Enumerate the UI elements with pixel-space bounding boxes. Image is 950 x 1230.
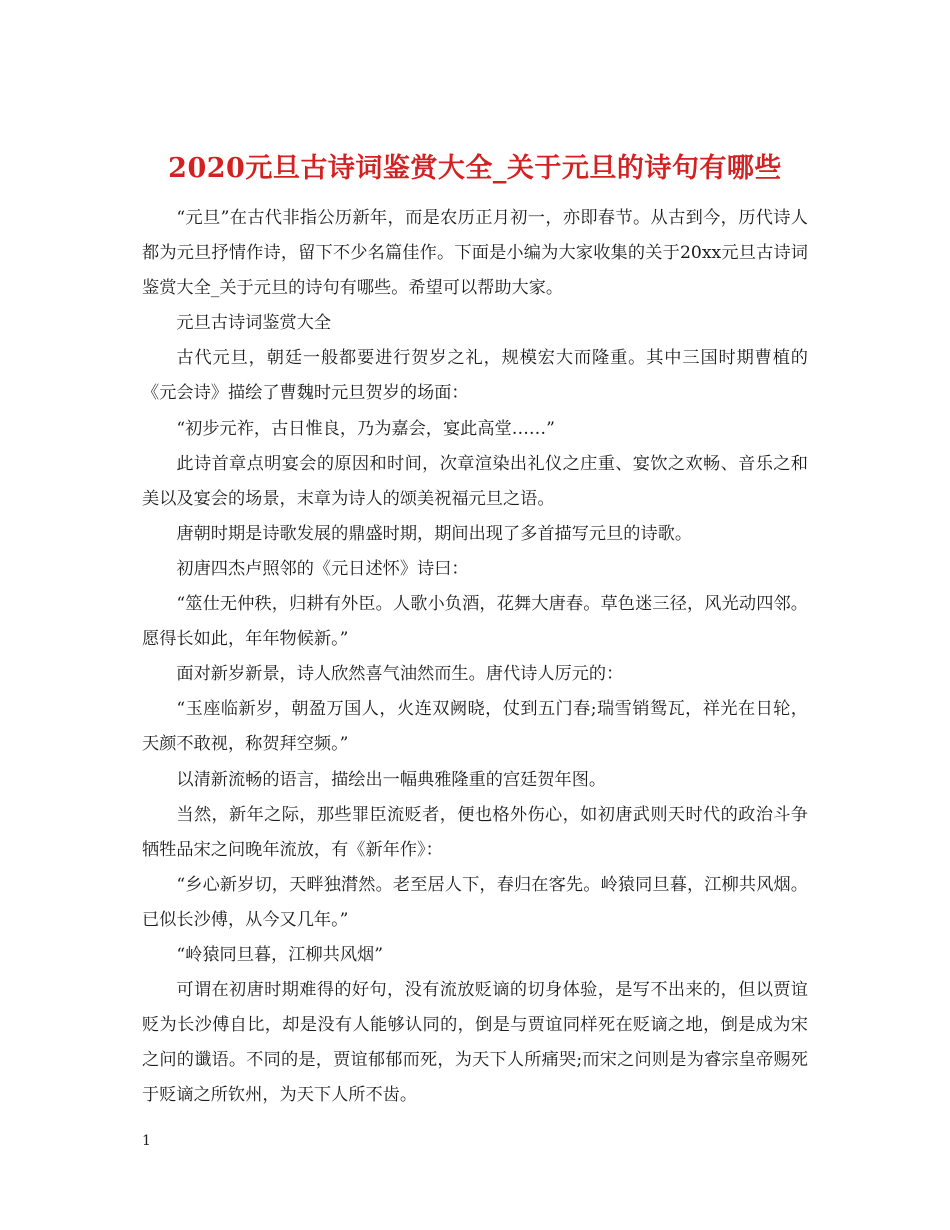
page-number: 1 — [142, 1133, 151, 1149]
poem-quote: “乡心新岁切，天畔独潸然。老至居人下，春归在客先。岭猿同旦暮，江柳共风烟。已似长沙傅，从今又几年。” — [142, 874, 808, 930]
paragraph: 当然，新年之际，那些罪臣流贬者，便也格外伤心，如初唐武则天时代的政治斗争牺牲品宋之问晚年流放，有《新年作》： — [142, 804, 808, 860]
poem-quote: “玉座临新岁，朝盈万国人，火连双阙晓，仗到五门春;瑞雪销鸳瓦，祥光在日轮，天颜不敢视，称贺拜空频。” — [142, 699, 808, 755]
paragraph: 唐朝时期是诗歌发展的鼎盛时期，期间出现了多首描写元旦的诗歌。 — [176, 523, 693, 544]
paragraph: 以清新流畅的语言，描绘出一幅典雅隆重的宫廷贺年图。 — [176, 769, 607, 790]
poem-quote: “初步元祚，古日惟良，乃为嘉会，宴此高堂……” — [176, 418, 555, 439]
section-heading: 元旦古诗词鉴赏大全 — [176, 313, 332, 334]
document-title: 2020元旦古诗词鉴赏大全_关于元旦的诗句有哪些 — [168, 153, 782, 185]
paragraph: 古代元旦，朝廷一般都要进行贺岁之礼，规模宏大而隆重。其中三国时期曹植的《元会诗》描绘了曹魏时元旦贺岁的场面： — [142, 348, 808, 404]
paragraph: 面对新岁新景，诗人欣然喜气油然而生。唐代诗人厉元的： — [176, 664, 624, 685]
poem-quote: “岭猿同旦暮，江柳共风烟” — [176, 944, 384, 965]
paragraph: “元旦”在古代非指公历新年，而是农历正月初一，亦即春节。从古到今，历代诗人都为元旦抒情作诗，留下不少名篇佳作。下面是小编为大家收集的关于20xx元旦古诗词鉴赏大全_关于元旦的诗句有哪些。希望可以帮助大家。 — [142, 208, 808, 299]
document-body — [142, 201, 808, 1113]
paragraph: 此诗首章点明宴会的原因和时间，次章渲染出礼仪之庄重、宴饮之欢畅、音乐之和美以及宴会的场景，末章为诗人的颂美祝福元旦之语。 — [142, 453, 808, 509]
poem-quote: “筮仕无仲秩，归耕有外臣。人歌小负酒，花舞大唐春。草色迷三径，风光动四邻。愿得长如此，年年物候新。” — [142, 594, 808, 650]
paragraph: 可谓在初唐时期难得的好句，没有流放贬谪的切身体验，是写不出来的，但以贾谊贬为长沙傅自比，却是没有人能够认同的，倒是与贾谊同样死在贬谪之地，倒是成为宋之问的谶语。不同的是，贾谊郁郁而死，为天下人所痛哭;而宋之问则是为睿宗皇帝赐死于贬谪之所钦州，为天下人所不齿。 — [142, 980, 808, 1106]
paragraph: 初唐四杰卢照邻的《元日述怀》诗曰： — [176, 558, 469, 579]
